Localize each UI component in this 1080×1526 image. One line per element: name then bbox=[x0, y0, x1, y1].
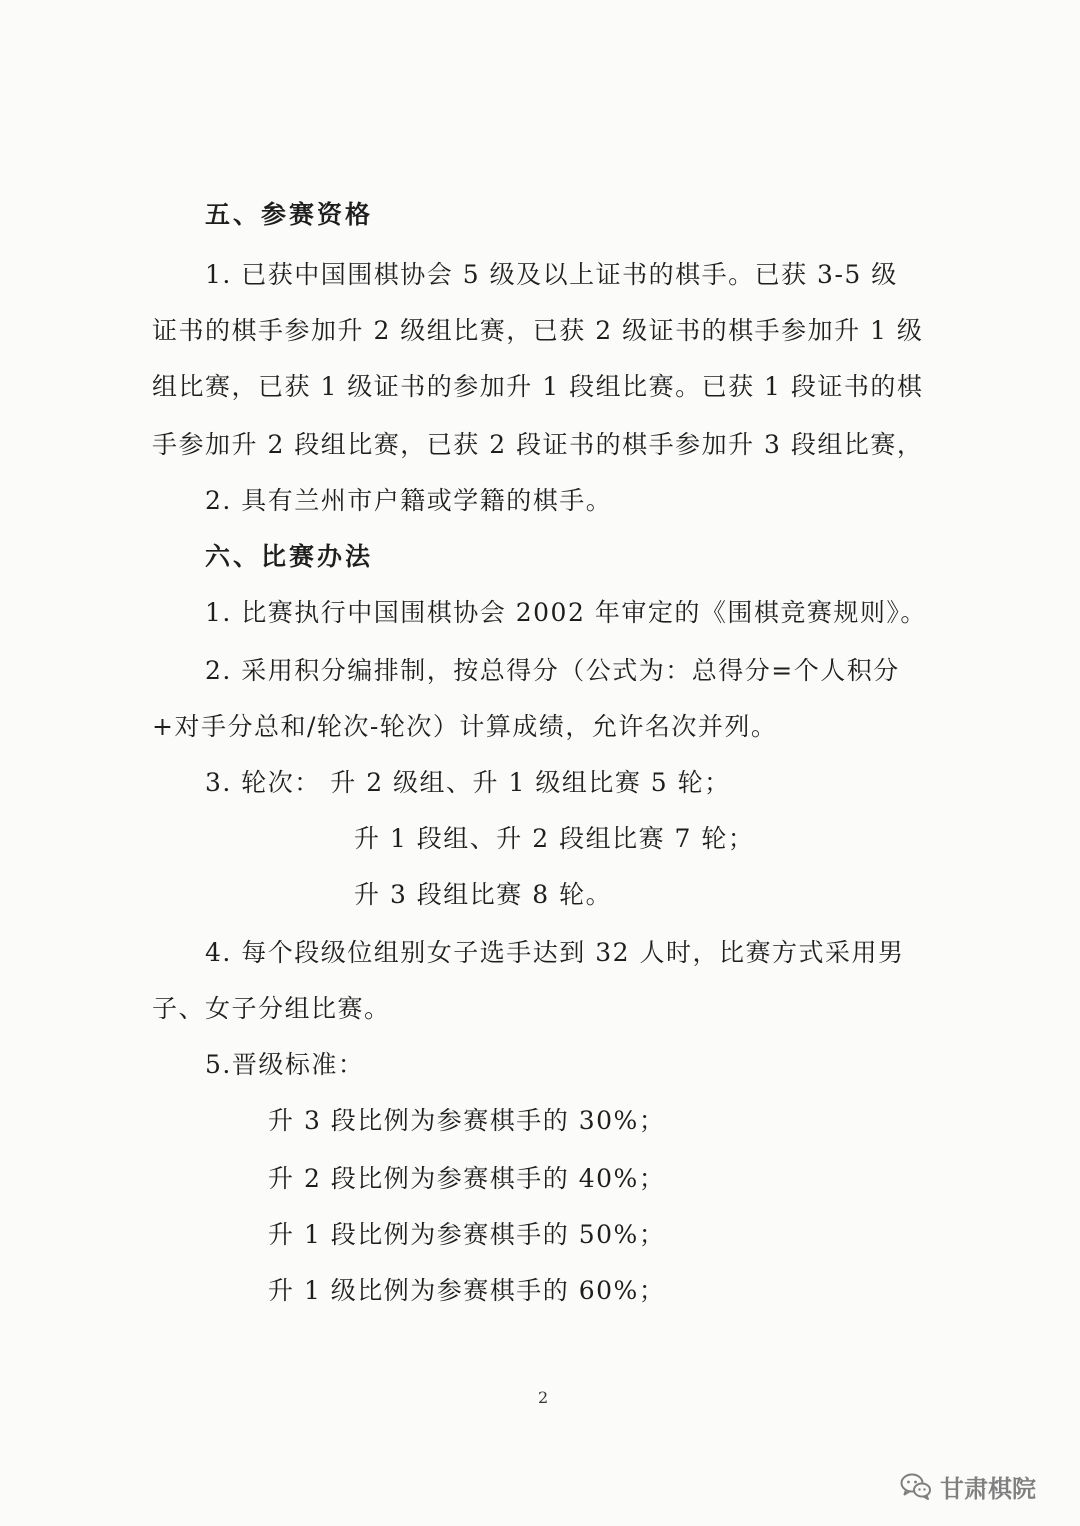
section-6-item-4-line-1: 4. 每个段级位组别女子选手达到 32 人时，比赛方式采用男 bbox=[205, 938, 905, 967]
section-6-item-3-line-2: 升 1 段组、升 2 段组比赛 7 轮； bbox=[354, 824, 755, 853]
section-5-item-2: 2. 具有兰州市户籍或学籍的棋手。 bbox=[205, 486, 613, 515]
section-6-heading: 六、比赛办法 bbox=[205, 542, 374, 571]
section-5-item-1-line-2: 证书的棋手参加升 2 级组比赛，已获 2 级证书的棋手参加升 1 级 bbox=[152, 316, 924, 345]
wechat-icon bbox=[900, 1472, 932, 1500]
section-6-item-3-line-1: 3. 轮次： 升 2 级组、升 1 级组比赛 5 轮； bbox=[205, 768, 731, 797]
watermark bbox=[900, 1468, 1036, 1504]
promotion-rule: 升 1 段比例为参赛棋手的 50%； bbox=[268, 1220, 666, 1249]
section-5-heading: 五、参赛资格 bbox=[205, 200, 374, 229]
promotion-rule: 升 1 级比例为参赛棋手的 60%； bbox=[268, 1276, 666, 1305]
section-6-item-2-line-1: 2. 采用积分编排制，按总得分（公式为：总得分=个人积分 bbox=[205, 656, 900, 685]
section-5-item-1-line-1: 1. 已获中国围棋协会 5 级及以上证书的棋手。已获 3-5 级 bbox=[205, 260, 898, 289]
watermark-text: 甘肃棋院 bbox=[940, 1474, 1036, 1503]
section-6-item-3-line-3: 升 3 段组比赛 8 轮。 bbox=[354, 880, 613, 909]
page-number: 2 bbox=[538, 1388, 549, 1407]
section-6-item-4-line-2: 子、女子分组比赛。 bbox=[152, 994, 391, 1023]
section-5-item-1-line-4: 手参加升 2 段组比赛，已获 2 段证书的棋手参加升 3 段组比赛， bbox=[152, 430, 924, 459]
promotion-rule: 升 2 段比例为参赛棋手的 40%； bbox=[268, 1164, 666, 1193]
section-6-item-5-title: 5.晋级标准： bbox=[205, 1050, 365, 1079]
section-5-item-1-line-3: 组比赛，已获 1 级证书的参加升 1 段组比赛。已获 1 段证书的棋 bbox=[152, 372, 924, 401]
section-6-item-1: 1. 比赛执行中国围棋协会 2002 年审定的《围棋竞赛规则》。 bbox=[205, 598, 927, 627]
promotion-rule: 升 3 段比例为参赛棋手的 30%； bbox=[268, 1106, 666, 1135]
section-6-item-2-line-2: +对手分总和/轮次-轮次）计算成绩，允许名次并列。 bbox=[152, 712, 778, 741]
